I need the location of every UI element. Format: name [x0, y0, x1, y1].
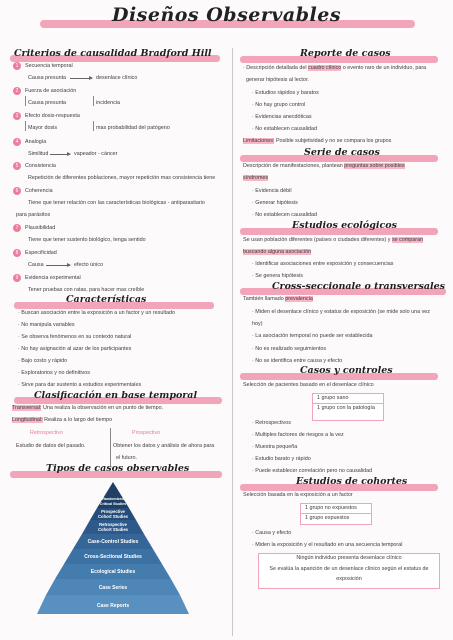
- caracteristica-item: · Buscan asociación entre la exposición a un factor y un resultado: [18, 310, 176, 316]
- ecologicos-heading: Estudios ecológicos: [292, 220, 397, 231]
- criterio-label: Analogía: [25, 139, 47, 145]
- cohortes-note-box: [258, 553, 440, 589]
- criterio-sub-right: vapeador - cáncer: [74, 151, 118, 157]
- transversal-term: Transversal:: [12, 405, 42, 411]
- serie-desc: [243, 175, 268, 182]
- ecologicos-desc-highlight: buscando alguna asociación: [243, 249, 312, 255]
- casos-item: · Estudio barato y rápido: [252, 456, 311, 462]
- transversales-item: · La asociación temporal no puede ser establecida: [252, 333, 373, 339]
- casos-item: · Multiples factores de riesgos a la vez: [252, 432, 344, 438]
- criterio-sub: Repetición de diferentes poblaciones, mayor repetición mas consistencia tiene: [28, 175, 216, 181]
- reporte-desc-highlight: cuadro clínico: [308, 65, 342, 71]
- criterio-sub: Tener pruebas con ratas, para hacer mas creíble: [28, 287, 145, 293]
- serie-desc: [243, 163, 405, 170]
- caracteristica-item: · Se observa fenómenos en su contexto natural: [18, 334, 132, 340]
- reporte-heading: Reporte de casos: [300, 48, 391, 59]
- group-label: 1 grupo expuestos: [305, 515, 350, 521]
- cohortes-item: · Miden la exposición y el resultado en una secuencia temporal: [252, 542, 403, 548]
- criterio-sub-left: Similitud: [28, 151, 49, 157]
- pyramid-label: Randomized: [102, 497, 124, 501]
- ecologicos-desc-highlight: se comparan: [391, 237, 424, 243]
- criterio-number: 8: [13, 249, 21, 257]
- caracteristica-item: · No hay asignación al azar de los participantes: [18, 346, 132, 352]
- casos-item: · Retrospectivos: [252, 420, 291, 426]
- reporte-desc-text: o evento raro de un individuo, para: [341, 65, 427, 71]
- criterio-number: 7: [13, 224, 21, 232]
- pyramid-label: Case Series: [98, 585, 128, 591]
- transversal-line: [12, 405, 163, 412]
- pyramid-label: Cohort Studies: [97, 527, 129, 532]
- ecologicos-desc: [243, 249, 311, 256]
- serie-desc-highlight: preguntas sobre posibles: [344, 163, 405, 169]
- reporte-limitaciones: [243, 138, 391, 145]
- serie-desc-highlight: síndromes: [243, 175, 269, 181]
- ecologicos-desc: [243, 237, 423, 244]
- pyramid-label: Ecological Studies: [90, 569, 136, 575]
- arrow-icon: [46, 265, 70, 266]
- criterio-sub-left: Mayor dosis: [28, 125, 58, 131]
- criterio-number: 9: [13, 274, 21, 282]
- reporte-desc-text: · Descripción detallada del: [243, 65, 309, 71]
- transversales-item: · No es realizado seguimientos: [252, 346, 327, 352]
- criterio-number: 6: [13, 187, 21, 195]
- criterio-sub-left: Causa presunta: [28, 75, 67, 81]
- cohortes-item: · Causa y efecto: [252, 530, 292, 536]
- reporte-item: · Estudios rápidos y baratos: [252, 90, 319, 96]
- transversales-desc-text: También llamado: [243, 296, 286, 302]
- page-title: Diseños Observables: [111, 4, 342, 26]
- criterio-label: Secuencia temporal: [25, 63, 73, 69]
- longitudinal-line: [12, 417, 112, 424]
- criterio-label: Plausibilidad: [25, 225, 56, 231]
- limitaciones-term: Limitaciones:: [243, 138, 275, 144]
- cohortes-heading: Estudios de cohortes: [296, 476, 408, 487]
- transversales-item: · Miden el desenlace clínico y estatus de exposición (se mide solo una vez: [252, 309, 430, 315]
- pro-text: Obtener los datos y análisis de ahora para: [113, 443, 215, 449]
- retro-label: Retrospectivo: [30, 430, 63, 436]
- criterio-number: 1: [13, 62, 21, 70]
- up-arrow-icon: [25, 96, 26, 106]
- group-label: 1 grupo no expuestos: [301, 504, 371, 514]
- up-arrow-icon: [93, 96, 94, 106]
- casos-heading: Casos y controles: [300, 365, 393, 376]
- ecologicos-item: · Identificar asociaciones entre exposición y consecuencias: [252, 261, 394, 267]
- ecologicos-item: · Se genera hipótesis: [252, 273, 303, 279]
- note-line: Ningún individuo presenta desenlace clínico: [296, 555, 402, 561]
- pro-text: el futuro.: [116, 455, 137, 461]
- pyramid-label: Prospective: [101, 509, 125, 514]
- caracteristica-item: · Bajo costo y rápido: [18, 358, 68, 364]
- limitaciones-text: Posible subjetividad y no se compara los grupos: [274, 138, 392, 144]
- criterio-sub: para parásitos: [16, 212, 51, 218]
- caracteristica-item: · No manipula variables: [18, 322, 75, 328]
- serie-item: · Evidencia débil: [252, 188, 292, 194]
- criterio-number: 3: [13, 112, 21, 120]
- pyramid-label: Critical Studies: [99, 502, 127, 506]
- reporte-item: · No hay grupo control: [252, 102, 306, 108]
- reporte-desc: [243, 65, 426, 72]
- serie-item: · No establecen causalidad: [252, 212, 318, 218]
- caracteristica-item: · Sirve para dar sustento a estudios experimentales: [18, 382, 142, 388]
- pyramid-label: Case Reports: [96, 603, 130, 609]
- criterios-heading: Criterios de causalidad Bradford Hill: [14, 48, 212, 59]
- casos-desc: Selección de pacientes basado en el desenlace clínico: [243, 382, 374, 388]
- column-divider: [232, 48, 233, 636]
- criterio-label: Coherencia: [25, 188, 53, 194]
- transversales-item: · No se identifica entre causa y efecto: [252, 358, 343, 364]
- criterio-label: Fuerza de asociación: [25, 88, 77, 94]
- criterio-number: 2: [13, 87, 21, 95]
- casos-item: · Muestra pequeña: [252, 444, 298, 450]
- transversales-heading: Cross-seccionale o transversales: [272, 281, 445, 292]
- criterio-sub-left: Causa presunta: [28, 100, 67, 106]
- cohortes-groups-box: [300, 503, 372, 525]
- criterio-sub-right: desenlace clínico: [96, 75, 138, 81]
- criterio-sub: Tiene que tener relación con las características biológicas - antiparasitario: [28, 200, 205, 206]
- reporte-desc: generar hipótesis al lector.: [246, 77, 309, 83]
- criterio-label: Especificidad: [25, 250, 57, 256]
- group-label: 1 grupo sano: [313, 394, 383, 404]
- note-line: exposición: [336, 576, 362, 582]
- up-arrow-icon: [25, 121, 26, 131]
- pyramid-label: Case-Control Studies: [87, 539, 139, 545]
- reporte-item: · No establecen causalidad: [252, 126, 318, 132]
- transversal-text: Una realiza la observación en un punto de tiempo.: [41, 405, 164, 411]
- longitudinal-text: Realiza a lo largo del tiempo: [42, 417, 113, 423]
- serie-heading: Serie de casos: [304, 147, 380, 158]
- transversales-desc-highlight: prevalencia: [285, 296, 313, 302]
- criterio-label: Consistencia: [25, 163, 56, 169]
- arrow-icon: [70, 78, 92, 79]
- serie-item: · Generar hipótesis: [252, 200, 298, 206]
- serie-desc-text: Descripción de manifestaciones, plantean: [243, 163, 345, 169]
- clasificacion-heading: Clasificación en base temporal: [34, 390, 198, 401]
- criterio-label: Evidencia experimental: [25, 275, 81, 281]
- pyramid-label: Retrospective: [99, 522, 127, 527]
- group-label: 1 grupo con la patología: [317, 405, 375, 411]
- caracteristica-item: · Exploratorios y no definitivos: [18, 370, 90, 376]
- retro-pro-divider: [110, 428, 111, 466]
- cohortes-desc: Selección basada en la exposición a un factor: [243, 492, 353, 498]
- transversales-item: hoy): [252, 321, 263, 327]
- longitudinal-term: Longitudinal:: [12, 417, 43, 423]
- criterio-number: 4: [13, 138, 21, 146]
- pyramid-label: Cross-Sectional Studies: [84, 554, 142, 560]
- tipos-heading: Tipos de casos observables: [46, 463, 190, 474]
- criterio-number: 5: [13, 162, 21, 170]
- pro-label: Prospectivo: [132, 430, 161, 436]
- criterio-sub-left: Causa: [28, 262, 44, 268]
- casos-groups-box: [312, 393, 384, 421]
- up-arrow-icon: [93, 121, 94, 131]
- casos-item: · Puede establecer correlación pero no causalidad: [252, 468, 373, 474]
- pyramid-label: Cohort Studies: [97, 514, 129, 519]
- evidence-pyramid: [37, 482, 189, 614]
- criterio-sub-right: mas probabilidad del patógeno: [96, 125, 170, 131]
- retro-text: Estudio de datos del pasado.: [16, 443, 86, 449]
- transversales-desc: [243, 296, 313, 303]
- ecologicos-desc-text: Se usan población diferentes (países o ciudades diferentes) y: [243, 237, 392, 243]
- criterio-sub-right: incidencia: [96, 100, 120, 106]
- criterio-label: Efecto dosis-respuesta: [25, 113, 80, 119]
- note-line: Se evalúa la aparición de un desenlace clínico según el estatus de: [269, 566, 429, 572]
- criterio-sub: Tiene que tener sustento biológico, tenga sentido: [28, 237, 146, 243]
- arrow-icon: [50, 154, 70, 155]
- caracteristicas-heading: Características: [66, 294, 147, 305]
- criterio-sub-right: efecto único: [74, 262, 104, 268]
- reporte-item: · Evidencias anecdóticas: [252, 114, 312, 120]
